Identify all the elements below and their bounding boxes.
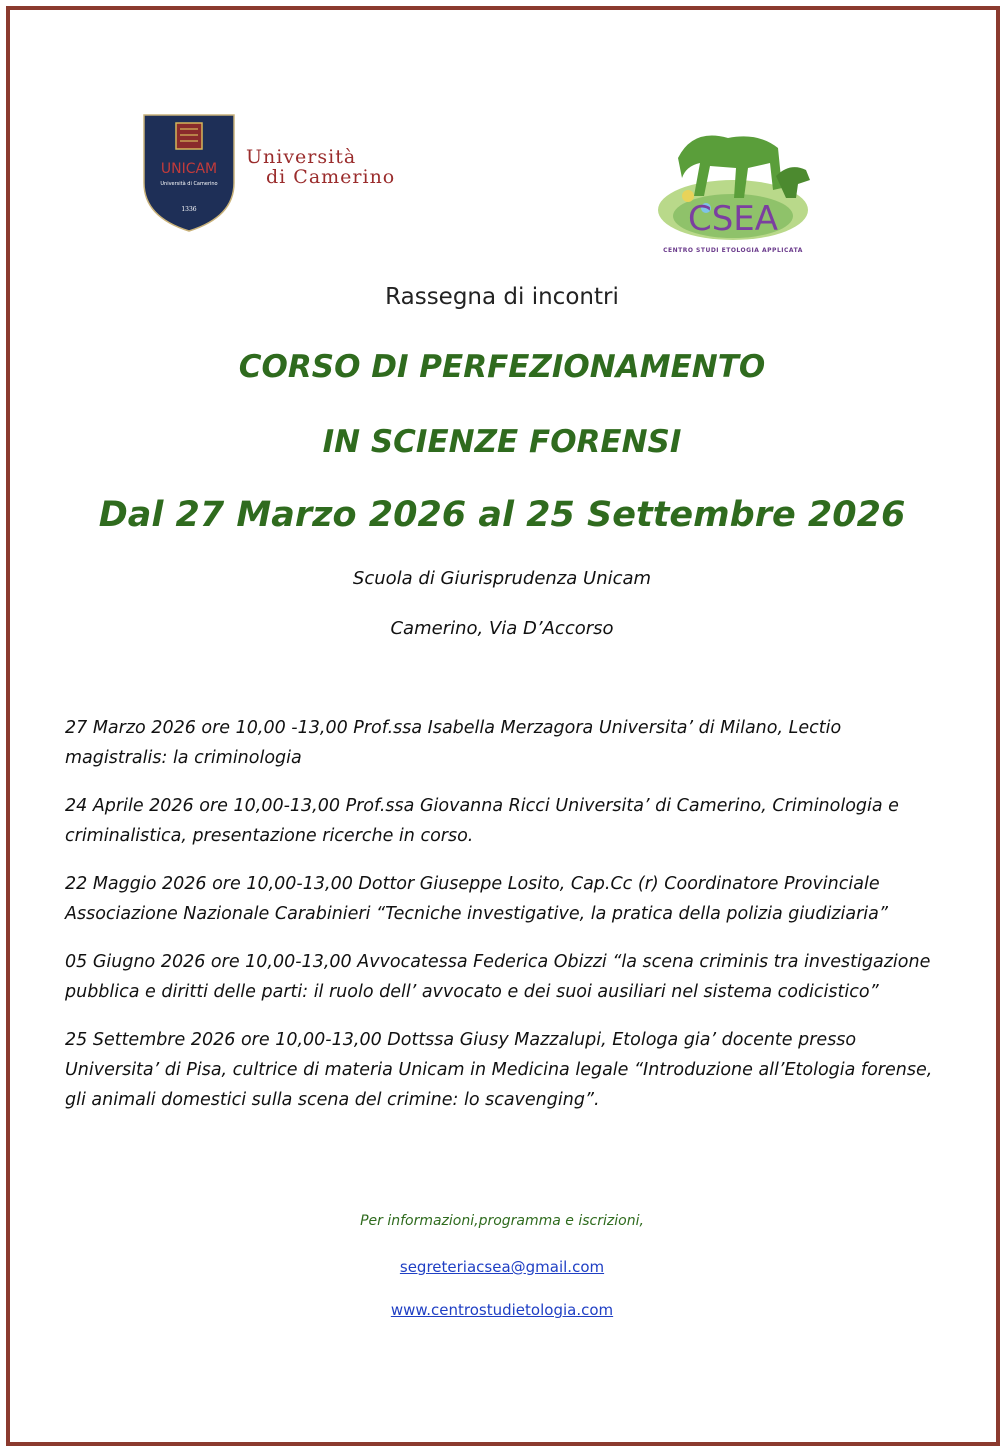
csea-emblem-icon: [648, 118, 818, 246]
course-dates: Dal 27 Marzo 2026 al 25 Settembre 2026: [98, 495, 906, 535]
course-title-line1: CORSO DI PERFEZIONAMENTO: [238, 349, 766, 385]
event-item: 24 Aprile 2026 ore 10,00-13,00 Prof.ssa Giovanna Ricci Universita’ di Camerino, Criminologia e criminalistica, presentazione ricerche in corso.: [65, 796, 899, 846]
csea-mark: CSEA: [687, 199, 779, 239]
event-item: 22 Maggio 2026 ore 10,00-13,00 Dottor Giuseppe Losito, Cap.Cc (r) Coordinatore Provinciale Associazione Nazionale Carabinieri “Tecniche investigative, la pratica della polizia giudiziaria”: [65, 874, 888, 924]
website-link[interactable]: www.centrostudietologia.com: [390, 1301, 614, 1319]
info-label: Per informazioni,programma e iscrizioni,: [360, 1213, 644, 1229]
event-item: 27 Marzo 2026 ore 10,00 -13,00 Prof.ssa Isabella Merzagora Universita’ di Milano, Lectio magistralis: la criminologia: [65, 718, 842, 768]
event-item: 05 Giugno 2026 ore 10,00-13,00 Avvocatessa Federica Obizzi “la scena criminis tra investigazione pubblica e diritti delle parti: il ruolo dell’ avvocato e dei suoi ausiliari nel sistema codicistico”: [65, 952, 931, 1002]
intro-text: Rassegna di incontri: [385, 284, 619, 310]
venue-address: Camerino, Via D’Accorso: [390, 618, 614, 639]
university-wordmark: [246, 147, 395, 187]
unicam-logo: [142, 113, 442, 238]
course-title-line2: IN SCIENZE FORENSI: [322, 424, 682, 460]
shield-subtitle: Università di Camerino: [160, 181, 218, 187]
csea-logo: [648, 118, 818, 263]
csea-tagline: CENTRO STUDI ETOLOGIA APPLICATA: [663, 247, 803, 254]
email-link[interactable]: segreteriacsea@gmail.com: [399, 1258, 605, 1276]
event-item: 25 Settembre 2026 ore 10,00-13,00 Dottssa Giusy Mazzalupi, Etologa gia’ docente presso Universita’ di Pisa, cultrice di materia Unicam in Medicina legale “Introduzione all’Etologia forense, gli animali domestici sulla scena del crimine: lo scavenging”.: [65, 1030, 933, 1110]
shield-year: 1336: [181, 206, 197, 213]
university-name-line1: Università: [246, 146, 357, 168]
unicam-shield-icon: [142, 113, 236, 233]
university-name-line2: di Camerino: [266, 166, 396, 188]
events-list: [65, 713, 935, 1133]
shield-name: UNICAM: [160, 161, 218, 177]
venue-school: Scuola di Giurisprudenza Unicam: [352, 568, 652, 589]
